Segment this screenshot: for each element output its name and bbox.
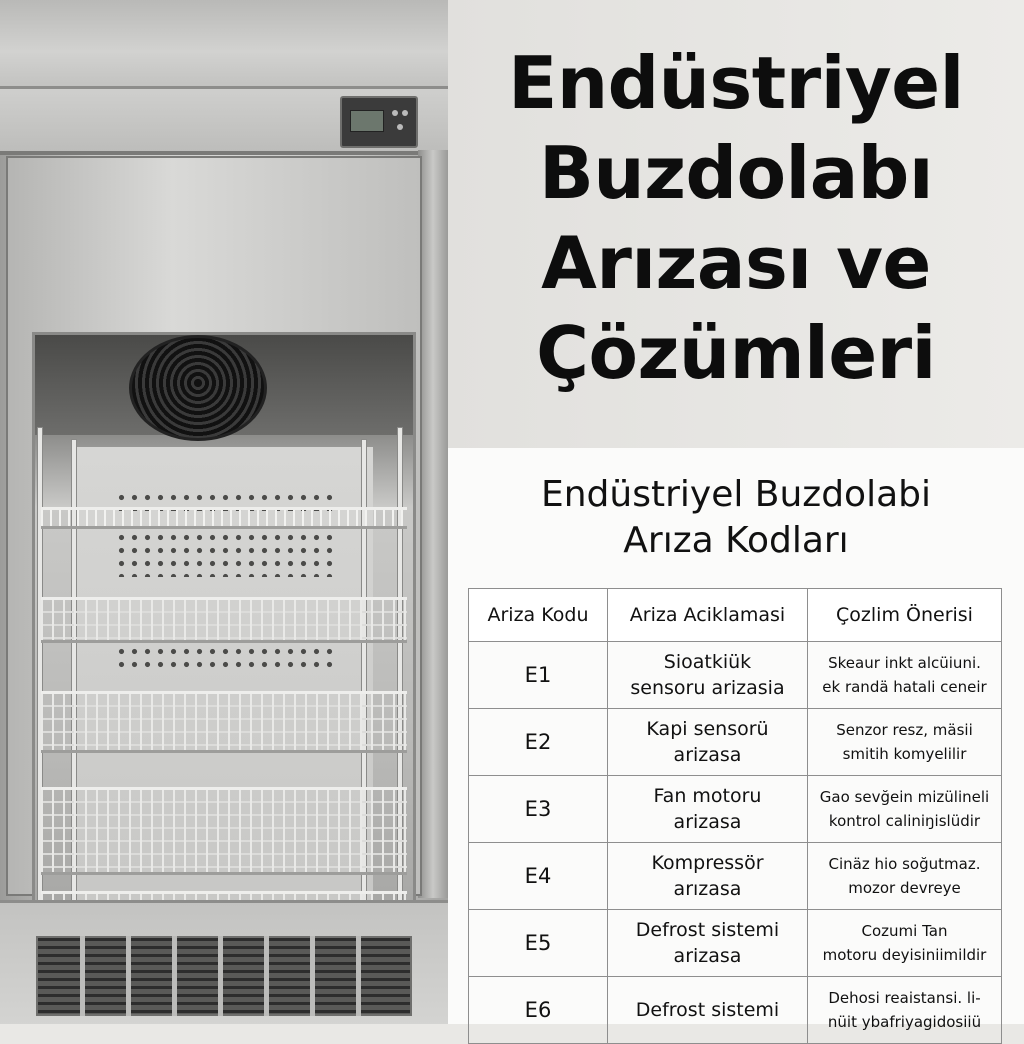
cell-line: sensoru arizasia: [630, 677, 785, 699]
cell-line: mozor devreye: [848, 879, 961, 897]
error-code-cell: E1: [469, 642, 608, 709]
description-cell: [608, 910, 808, 977]
table-row: [469, 776, 1002, 843]
table-row: [469, 843, 1002, 910]
solution-cell: [808, 642, 1002, 709]
error-code-cell: E2: [469, 709, 608, 776]
vent-holes: [115, 531, 335, 577]
column-header-description: Ariza Aciklamasi: [608, 589, 808, 642]
cell-line: kontrol caliniŋislüdir: [828, 812, 981, 830]
solution-cell: [808, 709, 1002, 776]
cell-line: Cinäz hio soğutmaz.: [828, 855, 981, 873]
cell-line: Kapi sensorü: [646, 718, 769, 740]
error-code-cell: E3: [469, 776, 608, 843]
error-codes-panel: [448, 448, 1024, 1031]
grille-divider: [218, 936, 223, 1016]
description-cell: [608, 977, 808, 1044]
error-code-cell: E4: [469, 843, 608, 910]
fridge-top-cap: [0, 0, 448, 89]
solution-cell: [808, 843, 1002, 910]
wire-shelf: [41, 507, 407, 529]
section-heading: [448, 472, 1024, 564]
cell-line: Defrost sistemi: [635, 919, 780, 941]
cell-line: smitih komyelilir: [842, 745, 967, 763]
grille-divider: [172, 936, 177, 1016]
fridge-glass-door: [6, 156, 422, 896]
title-panel: [448, 0, 1024, 448]
error-code-cell: E5: [469, 910, 608, 977]
cell-line: motoru deyisiniimildir: [822, 946, 987, 964]
grille-divider: [310, 936, 315, 1016]
wire-shelf: [41, 597, 407, 643]
description-cell: [608, 776, 808, 843]
display-screen: [350, 110, 384, 132]
fan-icon: [129, 335, 267, 441]
table-row: [469, 910, 1002, 977]
grille-divider: [80, 936, 85, 1016]
description-cell: [608, 642, 808, 709]
column-header-code: Ariza Kodu: [469, 589, 608, 642]
cell-line: Senzor resz, mäsii: [836, 721, 973, 739]
cell-line: arizasa: [673, 744, 742, 766]
cell-line: Skeaur inkt alcüiuni.: [828, 654, 981, 672]
cell-line: ek randä hatali ceneir: [822, 678, 987, 696]
title-line: Endüstriyel: [508, 41, 964, 125]
grille-divider: [356, 936, 361, 1016]
solution-cell: [808, 910, 1002, 977]
error-code-cell: E6: [469, 977, 608, 1044]
heading-line: Arıza Kodları: [623, 520, 849, 561]
display-button: [392, 110, 398, 116]
cell-line: arizasa: [673, 945, 742, 967]
table-row: [469, 977, 1002, 1044]
description-cell: [608, 709, 808, 776]
cell-line: Cozumi Tan: [861, 922, 948, 940]
title-line: Çözümleri: [536, 311, 936, 395]
cell-line: arizasa: [673, 811, 742, 833]
cell-line: Kompressör: [651, 852, 764, 874]
table-row: [469, 642, 1002, 709]
cell-line: Dehosi reaistansi. li-: [828, 989, 981, 1007]
door-edge: [418, 150, 448, 898]
solution-cell: [808, 776, 1002, 843]
cell-line: nüit ybafriyagidosiiü: [827, 1013, 982, 1031]
display-button: [402, 110, 408, 116]
description-cell: [608, 843, 808, 910]
vent-holes: [115, 645, 335, 673]
cell-line: arızasa: [673, 878, 742, 900]
wire-shelf: [41, 691, 407, 753]
column-header-solution: Çozlim Önerisi: [808, 589, 1002, 642]
refrigerator-image: [0, 0, 448, 1024]
grille-divider: [264, 936, 269, 1016]
error-codes-table: [468, 588, 1002, 1044]
table-header-row: [469, 589, 1002, 642]
grille-divider: [126, 936, 131, 1016]
title-line: Arızası ve: [541, 221, 931, 305]
cell-line: Defrost sistemi: [635, 999, 780, 1021]
cell-line: Fan motoru: [653, 785, 762, 807]
title-line: Buzdolabı: [538, 131, 934, 215]
solution-cell: [808, 977, 1002, 1044]
cell-line: Gao sevğein mizülineli: [819, 788, 990, 806]
display-button: [397, 124, 403, 130]
temperature-display: [340, 96, 418, 148]
heading-line: Endüstriyel Buzdolabi: [540, 474, 931, 515]
page-title: [448, 38, 1024, 398]
table-row: [469, 709, 1002, 776]
wire-shelf: [41, 787, 407, 875]
cell-line: Sioatkiük: [663, 651, 752, 673]
